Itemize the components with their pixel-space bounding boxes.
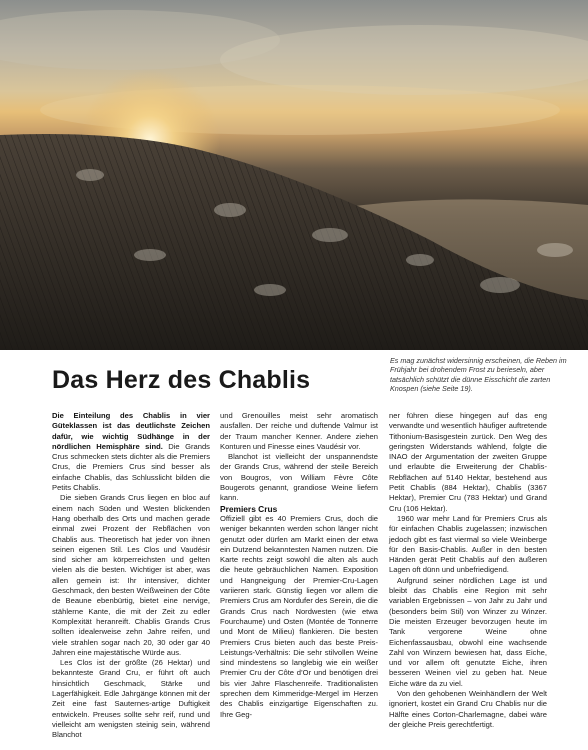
lead-paragraph [52, 411, 210, 493]
article-title: Das Herz des Chablis [52, 366, 311, 394]
paragraph: 1960 war mehr Land für Premiers Crus als für einfachen Chablis zugelassen; inzwischen jedoch gibt es fast viermal so viele Weinberge für den Basis-Chablis. Außer in den besten Händen gerät Petit Chablis auf den äußeren Lagen oft dünn und unbefriedigend. [389, 513, 547, 575]
text-column-1 [52, 411, 210, 741]
paragraph: und Grenouilles meist sehr aromatisch ausfallen. Der reiche und duftende Valmur ist der Traum mancher Kenner. Andere ziehen Konturen und Finesse eines Vaudésir vor. [220, 411, 378, 451]
lead-rest: Die Grands Crus schmecken stets dichter als die Premiers Crus, die Premiers Crus sind besser als einfache Chablis, das Schlusslicht bilden die Petits Chablis. [52, 441, 210, 493]
paragraph: ner führen diese hingegen auf das eng verwandte und wesentlich häufiger auftretende Tithonium-Basisgestein zurück. Den Weg des geringsten Widerstands wählend, folgte die INAO der Argumentation der zweiten Gruppe und erlaubte die Erweiterung der Chablis-Rebflächen auf 5140 Hektar, bestehend aus Petit Chablis (884 Hektar), Chablis (3367 Hektar), Premier Cru (783 Hektar) und Grand Cru (106 Hektar). [389, 411, 547, 513]
paragraph: Les Clos ist der größte (26 Hektar) und bekannteste Grand Cru, er führt oft auch hinsichtlich Geschmack, Stärke und Lagerfähigkeit. Edle Jahrgänge können mit der Zeit eine fast Sauternes-artige Duftigkeit entwickeln. Preuses sollte sehr reif, rund und vielleicht am wenigsten steinig sein, während Blanchot [52, 658, 210, 740]
paragraph: Aufgrund seiner nördlichen Lage ist und bleibt das Chablis eine Region mit sehr variablen Ergebnissen – von Jahr zu Jahr und (besonders beim Stil) von Winzer zu Winzer. Die meisten Erzeuger bevorzugen heute im Tank vergorene Weine ohne Eichenfassausbau, obwohl eine wachsende Zahl von Winzern bewiesen hat, dass Eiche, und vor allem oft genutzte Eiche, ihren besseren Weinen viel zu geben hat. Neue Eiche wäre da zu viel. [389, 575, 547, 688]
section-heading: Premiers Crus [220, 503, 278, 514]
paragraph: Die sieben Grands Crus liegen en bloc auf einem nach Süden und Westen blickenden Hang oberhalb des Orts und machen gerade einmal zwei Prozent der Rebflächen von Chablis aus. Theoretisch hat jeder von ihnen seinen eigenen Stil. Les Clos und Vaudésir sind sicher am körperreichsten und gelten vielen als die besten. Wichtiger ist aber, was allen gemein ist: Ihr intensiver, dichter Geschmack, den besten Weißweinen der Côte de Beaune ebenbürtig, bietet eine nervige, stählerne Kante, die mit der Zeit zu edler Komplexität heranreift. Chablis Grands Crus sollten idealerweise zehn Jahre reifen, und viele strahlen sogar nach 20, 30 oder gar 40 Jahren eine majestätische Würde aus. [52, 493, 210, 657]
photo-caption: Es mag zunächst widersinnig erscheinen, die Reben im Frühjahr bei drohendem Frost zu berieseln, aber tatsächlich schützt die dünne Eisschicht die zarten Knospen (siehe Seite 19). [390, 356, 567, 394]
paragraph: Blanchot ist vielleicht der unspannendste der Grands Crus, während der steile Bereich von Bougros, von William Fèvre Côte Bougerots genannt, grandiose Weine liefern kann. [220, 452, 378, 503]
text-column-3 [389, 411, 547, 730]
paragraph: Von den gehobenen Weinhändlern der Welt ignoriert, kostet ein Grand Cru Chablis nur die Hälfte eines Corton-Charlemagne, dabei wäre der gleiche Preis gerechtfertigt. [389, 689, 547, 729]
paragraph: Offiziell gibt es 40 Premiers Crus, doch die weniger bekannten werden schon länger nicht genutzt oder dürfen am Markt einen der etwa ein Dutzend bekanntesten Namen nutzen. Die Karte rechts zeigt sowohl die alten als auch die heute gebräuchlichen Namen. Exposition und Hangneigung der Premier-Cru-Lagen variieren stark. Günstig liegen vor allem die Premiers Crus am Nordufer des Serein, die die Grands Crus nach Nordwesten (wie etwa Fourchaume) und Osten (Montée de Tonnerre und Mont de Milieu) flankieren. Die besten Premiers Crus bieten auch das beste Preis-Leistungs-Verhältnis: Die sehr stilvollen Weine sind mindestens so langlebig wie ein weißer Premier Cru der Côte d’Or und benötigen drei bis vier Jahre Flaschenreife. Traditionalisten sprechen dem Kimmeridge-Mergel im Herzen des Chablis einzigartige Eigenschaften zu. Ihre Geg- [220, 513, 378, 719]
lead-text: Die Einteilung des Chablis in vier Güteklassen ist das deutlichste Zeichen dafür, wie wichtig Südhänge in der nördlichen Hemisphäre sind. [52, 411, 210, 451]
vineyard-illustration [0, 0, 588, 350]
vineyard-photo [0, 0, 588, 350]
text-column-2 [220, 411, 378, 720]
